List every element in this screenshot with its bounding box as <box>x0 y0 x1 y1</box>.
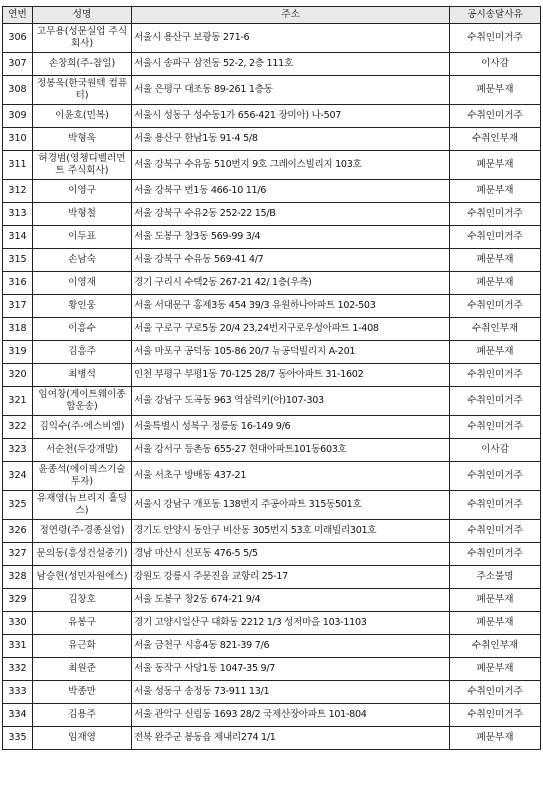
row-number: 331 <box>3 635 33 658</box>
table-row <box>3 681 541 704</box>
row-number: 335 <box>3 727 33 750</box>
row-number: 320 <box>3 364 33 387</box>
row-reason: 폐문부재 <box>450 180 541 203</box>
table-row <box>3 272 541 295</box>
row-name: 정봉욱(한국원텍 컴퓨터) <box>33 76 132 105</box>
row-number: 317 <box>3 295 33 318</box>
row-reason: 폐문부재 <box>450 151 541 180</box>
row-name: 박종만 <box>33 681 132 704</box>
row-name: 임재영 <box>33 727 132 750</box>
row-reason: 수취인미거주 <box>450 105 541 128</box>
header-reason: 공시송달사유 <box>450 7 541 24</box>
row-reason: 폐문부재 <box>450 727 541 750</box>
row-address: 서울특별시 성북구 정릉동 16-149 9/6 <box>132 416 450 439</box>
row-reason: 수취인미거주 <box>450 203 541 226</box>
row-reason: 이사감 <box>450 439 541 462</box>
header-address: 주소 <box>132 7 450 24</box>
row-number: 306 <box>3 24 33 53</box>
row-number: 323 <box>3 439 33 462</box>
table-row <box>3 295 541 318</box>
header-no: 연번 <box>3 7 33 24</box>
table-row <box>3 704 541 727</box>
row-reason: 수취인미거주 <box>450 520 541 543</box>
table-row <box>3 76 541 105</box>
row-address: 서울 구로구 구로5동 20/4 23,24번지구로우성아파트 1-408 <box>132 318 450 341</box>
row-name: 유봉구 <box>33 612 132 635</box>
row-name: 손창희(주-참일) <box>33 53 132 76</box>
row-number: 321 <box>3 387 33 416</box>
row-number: 315 <box>3 249 33 272</box>
row-address: 서울 마포구 공덕동 105-86 20/7 뉴공덕빌리지 A-201 <box>132 341 450 364</box>
row-reason: 수취인미거주 <box>450 681 541 704</box>
row-reason: 수취인미거주 <box>450 295 541 318</box>
row-address: 경남 마산시 신포동 476-5 5/5 <box>132 543 450 566</box>
row-address: 서울 강북구 번1동 466-10 11/6 <box>132 180 450 203</box>
table-row <box>3 491 541 520</box>
row-reason: 이사감 <box>450 53 541 76</box>
row-reason: 수취인미거주 <box>450 704 541 727</box>
row-number: 310 <box>3 128 33 151</box>
row-address: 서울 강남구 도곡동 963 역삼럭키(아)107-303 <box>132 387 450 416</box>
row-reason: 수취인미거주 <box>450 226 541 249</box>
row-reason: 수취인미거주 <box>450 364 541 387</box>
row-reason: 수취인부재 <box>450 318 541 341</box>
table-header <box>3 7 541 24</box>
table-row <box>3 658 541 681</box>
table-row <box>3 318 541 341</box>
row-address: 서울 용산구 한남1동 91-4 5/8 <box>132 128 450 151</box>
row-name: 문의동(흥성건설중기) <box>33 543 132 566</box>
row-number: 333 <box>3 681 33 704</box>
row-reason: 수취인부재 <box>450 128 541 151</box>
row-address: 서울 성동구 송정동 73-911 13/1 <box>132 681 450 704</box>
row-number: 327 <box>3 543 33 566</box>
row-number: 328 <box>3 566 33 589</box>
table-row <box>3 589 541 612</box>
table-row <box>3 543 541 566</box>
row-address: 서울시 강남구 개포동 138번지 주공아파트 315동501호 <box>132 491 450 520</box>
row-address: 서울시 성동구 성수동1가 656-421 장미아) 나-507 <box>132 105 450 128</box>
row-reason: 폐문부재 <box>450 658 541 681</box>
row-name: 고무용(성문실업 주식회사) <box>33 24 132 53</box>
row-address: 서울시 용산구 보광동 271-6 <box>132 24 450 53</box>
table-row <box>3 105 541 128</box>
row-address: 서울 금천구 시흥4동 821-39 7/6 <box>132 635 450 658</box>
row-number: 329 <box>3 589 33 612</box>
row-name: 김창호 <box>33 589 132 612</box>
row-number: 318 <box>3 318 33 341</box>
row-address: 서울 도봉구 창2동 674-21 9/4 <box>132 589 450 612</box>
table-row <box>3 416 541 439</box>
row-number: 308 <box>3 76 33 105</box>
table-row <box>3 249 541 272</box>
row-number: 334 <box>3 704 33 727</box>
row-reason: 수취인미거주 <box>450 491 541 520</box>
table-row <box>3 151 541 180</box>
row-name: 김흥주 <box>33 341 132 364</box>
row-reason: 수취인미거주 <box>450 387 541 416</box>
table-row <box>3 387 541 416</box>
table-row <box>3 203 541 226</box>
row-name: 손남숙 <box>33 249 132 272</box>
table-body <box>3 24 541 750</box>
row-reason: 폐문부재 <box>450 272 541 295</box>
table-row <box>3 226 541 249</box>
row-reason: 폐문부재 <box>450 249 541 272</box>
row-number: 313 <box>3 203 33 226</box>
row-address: 서울 강북구 수유동 510번지 9호 그레이스빌리지 103호 <box>132 151 450 180</box>
row-reason: 수취인미거주 <box>450 416 541 439</box>
row-number: 332 <box>3 658 33 681</box>
row-number: 325 <box>3 491 33 520</box>
row-name: 유근화 <box>33 635 132 658</box>
row-name: 서순천(두강개발) <box>33 439 132 462</box>
table-row <box>3 128 541 151</box>
row-address: 경기 구리시 수택2동 267-21 42/ 1층(우측) <box>132 272 450 295</box>
row-name: 임여창(게이트웨이종합운송) <box>33 387 132 416</box>
row-reason: 폐문부재 <box>450 589 541 612</box>
row-address: 서울 강북구 수유동 569-41 4/7 <box>132 249 450 272</box>
row-name: 황인웅 <box>33 295 132 318</box>
header-row <box>3 7 541 24</box>
row-reason: 주소불명 <box>450 566 541 589</box>
row-reason: 폐문부재 <box>450 612 541 635</box>
row-name: 유재영(뉴브리지 홀딩스) <box>33 491 132 520</box>
row-name: 남승현(성민자원에스) <box>33 566 132 589</box>
row-name: 최병석 <box>33 364 132 387</box>
table-row <box>3 520 541 543</box>
row-address: 인천 부평구 부평1동 70-125 28/7 동아아파트 31-1602 <box>132 364 450 387</box>
row-address: 서울 서대문구 홍제3동 454 39/3 유원하나아파트 102-503 <box>132 295 450 318</box>
table-row <box>3 566 541 589</box>
table-row <box>3 727 541 750</box>
row-address: 서울 관악구 신림동 1693 28/2 국제산장아파트 101-804 <box>132 704 450 727</box>
row-number: 316 <box>3 272 33 295</box>
row-number: 309 <box>3 105 33 128</box>
table-row <box>3 341 541 364</box>
row-address: 서울 서초구 방배동 437-21 <box>132 462 450 491</box>
table-row <box>3 635 541 658</box>
row-address: 서울 도봉구 창3동 569-99 3/4 <box>132 226 450 249</box>
row-address: 경기 고양시일산구 대화동 2212 1/3 성저마을 103-1103 <box>132 612 450 635</box>
row-reason: 수취인부재 <box>450 635 541 658</box>
row-name: 이흥수 <box>33 318 132 341</box>
row-number: 326 <box>3 520 33 543</box>
row-name: 이영구 <box>33 180 132 203</box>
row-name: 박형욱 <box>33 128 132 151</box>
row-number: 322 <box>3 416 33 439</box>
table-row <box>3 462 541 491</box>
table-row <box>3 53 541 76</box>
row-reason: 수취인미거주 <box>450 462 541 491</box>
header-name: 성명 <box>33 7 132 24</box>
row-address: 전북 완주군 봉동읍 제내리274 1/1 <box>132 727 450 750</box>
row-reason: 수취인미거주 <box>450 24 541 53</box>
row-reason: 폐문부재 <box>450 76 541 105</box>
table-row <box>3 364 541 387</box>
row-number: 319 <box>3 341 33 364</box>
service-notice-table <box>2 6 541 750</box>
row-number: 324 <box>3 462 33 491</box>
row-name: 김익수(주-에스비엠) <box>33 416 132 439</box>
document-page <box>2 6 540 750</box>
row-number: 311 <box>3 151 33 180</box>
row-address: 서울 강북구 수유2동 252-22 15/B <box>132 203 450 226</box>
row-name: 김용주 <box>33 704 132 727</box>
row-name: 박형철 <box>33 203 132 226</box>
row-address: 서울 강서구 등촌동 655-27 현대아파트101동603호 <box>132 439 450 462</box>
row-name: 허경범(영챙디벨러먼트 주식회사) <box>33 151 132 180</box>
row-address: 강원도 강릉시 주문진읍 교항리 25-17 <box>132 566 450 589</box>
row-name: 이윤호(민복) <box>33 105 132 128</box>
row-reason: 폐문부재 <box>450 341 541 364</box>
row-name: 최원준 <box>33 658 132 681</box>
row-address: 서울 동작구 사당1동 1047-35 9/7 <box>132 658 450 681</box>
row-address: 서울 은평구 대조동 89-261 1층동 <box>132 76 450 105</box>
row-address: 경기도 안양시 동안구 비산동 305번지 53호 미래빌리301호 <box>132 520 450 543</box>
row-reason: 수취인미거주 <box>450 543 541 566</box>
row-number: 312 <box>3 180 33 203</box>
table-row <box>3 24 541 53</box>
table-row <box>3 439 541 462</box>
row-name: 정연령(주-경종실업) <box>33 520 132 543</box>
row-name: 이영재 <box>33 272 132 295</box>
row-number: 330 <box>3 612 33 635</box>
row-name: 이두표 <box>33 226 132 249</box>
table-row <box>3 612 541 635</box>
row-address: 서울시 송파구 삼전동 52-2, 2층 111호 <box>132 53 450 76</box>
row-name: 윤종석(에이픽스기술투자) <box>33 462 132 491</box>
table-row <box>3 180 541 203</box>
row-number: 314 <box>3 226 33 249</box>
row-number: 307 <box>3 53 33 76</box>
